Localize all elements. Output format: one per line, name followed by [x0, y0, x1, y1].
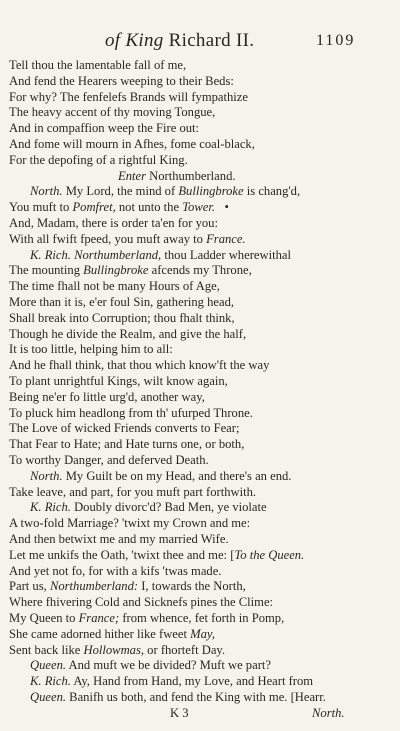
- text-line: [9, 263, 252, 278]
- text-line: [30, 248, 291, 263]
- running-title: [105, 30, 254, 52]
- text-line: [9, 311, 235, 326]
- italic-text: May,: [190, 626, 215, 641]
- text-line: [9, 216, 218, 231]
- roman-text: And muft we be divided? Muft we part?: [66, 658, 271, 673]
- text-line: [9, 327, 246, 342]
- roman-text: To pluck him headlong from th' ufurped Throne.: [9, 405, 253, 420]
- roman-text: For why? The fenfelefs Brands will fympathize: [9, 89, 248, 104]
- roman-text: Doubly divorc'd? Bad Men, ye violate: [70, 500, 267, 515]
- roman-text: With all fwift fpeed, you muft away to: [9, 231, 207, 246]
- roman-text: Though he divide the Realm, and give the half,: [9, 326, 247, 341]
- text-line: [9, 279, 220, 294]
- italic-text: K. Rich.: [30, 247, 71, 262]
- roman-text: More than it is, e'er foul Sin, gathering head,: [9, 295, 235, 309]
- italic-text: France.: [206, 231, 246, 246]
- italic-text: K. Rich.: [30, 674, 71, 689]
- roman-text: Take leave, and part, for you muft part forthwith.: [9, 484, 257, 499]
- page-header: [0, 30, 400, 54]
- roman-text: And, Madam, there is order ta'en for you:: [9, 216, 218, 230]
- roman-text: And fome will mourn in Afhes, fome coal-black,: [9, 137, 255, 151]
- roman-text: Shall break into Corruption; thou fhalt think,: [9, 310, 235, 325]
- text-line: [9, 374, 228, 389]
- text-line: [9, 121, 199, 136]
- text-line: [9, 342, 173, 357]
- roman-text: And he fhall think, that thou which know'ft the way: [9, 358, 270, 373]
- roman-text: Banifh us both, and fend the King with me. [Hearr.: [66, 690, 326, 704]
- text-line: [9, 595, 273, 610]
- roman-text: My Queen to: [9, 611, 79, 625]
- text-line: [30, 500, 267, 515]
- roman-text: For the depofing of a rightful King.: [9, 152, 188, 167]
- roman-text: Ay, Hand from Hand, my Love, and Heart from: [70, 674, 314, 689]
- roman-text: Let me unkifs the Oath, 'twixt thee and me: [: [9, 547, 235, 562]
- roman-text: Part us,: [9, 579, 50, 594]
- italic-text: Bullingbroke: [178, 184, 244, 199]
- text-line: [9, 548, 304, 563]
- roman-text: To plant unrightful Kings, wilt know again,: [9, 374, 228, 388]
- page-number: 1109: [316, 32, 356, 49]
- roman-text: not unto the: [115, 200, 183, 215]
- roman-text: from whence, fet forth in Pomp,: [119, 611, 285, 625]
- roman-text: You muft to: [9, 200, 73, 215]
- italic-text: Northumberland,: [74, 247, 162, 262]
- italic-text: North.: [30, 468, 63, 483]
- text-line: [9, 611, 284, 626]
- roman-text: The heavy accent of thy moving Tongue,: [9, 105, 216, 120]
- text-line: [9, 516, 250, 531]
- text-line: [30, 658, 271, 673]
- text-line: [9, 643, 225, 658]
- roman-text: My Guilt be on my Head, and there's an end.: [62, 468, 292, 483]
- roman-text: Tell thou the lamentable fall of me,: [9, 58, 187, 72]
- text-line: [9, 295, 234, 310]
- roman-text: And in compaffion weep the Fire out:: [9, 121, 200, 136]
- text-line: [170, 706, 390, 721]
- roman-text: It is too little, helping him to all:: [9, 342, 173, 357]
- roman-text: To worthy Danger, and deferved Death.: [9, 453, 209, 467]
- roman-text: The time fhall not be many Hours of Age,: [9, 279, 220, 294]
- italic-text: Queen.: [30, 690, 67, 704]
- text-line: [9, 564, 221, 579]
- text-line: [30, 469, 291, 484]
- roman-text: •: [215, 200, 229, 215]
- italic-text: K. Rich.: [30, 500, 71, 515]
- roman-text: She came adorned hither like fweet: [9, 626, 191, 641]
- italic-text: To the Queen.: [234, 547, 305, 562]
- text-line: [9, 105, 215, 120]
- roman-text: or fhorteft Day.: [144, 642, 226, 657]
- running-title-italic: King: [125, 30, 164, 51]
- roman-text: The mounting: [9, 263, 84, 278]
- text-line: [9, 153, 188, 168]
- roman-text: is chang'd,: [243, 184, 301, 199]
- italic-text: Queen.: [30, 658, 67, 673]
- roman-text: And fend the Hearers weeping to their Beds:: [9, 73, 234, 88]
- roman-text: Where fhivering Cold and Sicknefs pines the Clime:: [9, 595, 274, 610]
- roman-text: That Fear to Hate; and Hate turns one, or both,: [9, 437, 245, 452]
- catchword: North.: [312, 705, 345, 720]
- italic-text: Bullingbroke: [83, 263, 149, 278]
- roman-text: My Lord, the mind of: [62, 184, 179, 199]
- roman-text: afcends my Throne,: [148, 263, 252, 278]
- roman-text: I, towards the North,: [138, 579, 246, 594]
- roman-text: The Love of wicked Friends converts to Fear;: [9, 421, 240, 436]
- text-line: [9, 579, 246, 594]
- text-line: [9, 485, 256, 500]
- italic-text: Enter: [118, 168, 146, 183]
- italic-text: Hollowmas,: [83, 642, 145, 657]
- roman-text: And then betwixt me and my married Wife.: [9, 532, 229, 546]
- italic-text: France;: [78, 611, 120, 625]
- text-line: [9, 58, 186, 73]
- text-line: [9, 437, 244, 452]
- text-line: [9, 453, 209, 468]
- roman-text: Being ne'er fo little urg'd, another way,: [9, 389, 205, 404]
- roman-text: thou Ladder wherewithal: [161, 247, 291, 262]
- text-line: [9, 200, 229, 215]
- text-line: [9, 406, 253, 421]
- text-line: [9, 74, 234, 89]
- roman-text: Northumberland.: [145, 168, 236, 183]
- running-title-prefix: of: [105, 30, 126, 51]
- text-line: [30, 690, 326, 705]
- roman-text: Sent back like: [9, 642, 84, 657]
- text-line: [9, 358, 269, 373]
- running-title-rest: Richard II.: [163, 30, 255, 51]
- text-line: [9, 532, 229, 547]
- signature-mark: K 3: [170, 705, 189, 720]
- text-line: [9, 137, 255, 152]
- text-line: [118, 169, 236, 184]
- text-line: [9, 421, 239, 436]
- text-line: [9, 90, 248, 105]
- text-line: [9, 232, 246, 247]
- roman-text: And yet not fo, for with a kifs 'twas made.: [9, 563, 222, 578]
- italic-text: Pomfret,: [72, 200, 116, 215]
- text-line: [30, 184, 300, 199]
- text-line: [9, 627, 215, 642]
- text-line: [30, 674, 313, 689]
- text-line: [9, 390, 205, 405]
- italic-text: North.: [30, 184, 63, 199]
- italic-text: Tower.: [182, 200, 215, 215]
- italic-text: Northumberland:: [49, 579, 139, 594]
- roman-text: A two-fold Marriage? 'twixt my Crown and me:: [9, 516, 251, 531]
